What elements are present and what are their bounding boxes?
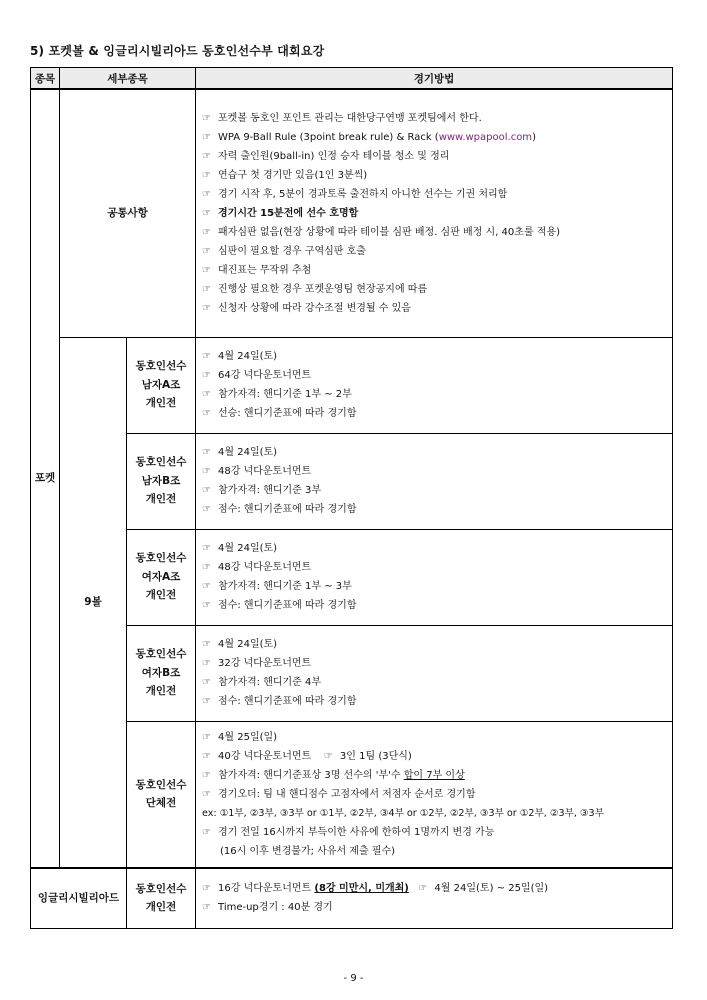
pointing-hand-icon: ☞ <box>202 283 211 295</box>
event-details: ☞ 4월 24일(토) ☞ 64강 넉다운토너먼트 ☞ 참가자격: 핸디기준 1부 ~ 2부 ☞ 선승: 핸디기준표에 따라 경기함 <box>196 337 673 433</box>
pointing-hand-icon: ☞ <box>202 543 211 554</box>
pointing-hand-icon: ☞ <box>202 658 211 669</box>
pointing-hand-icon: ☞ <box>418 883 428 895</box>
pointing-hand-icon: ☞ <box>202 466 211 477</box>
common-rules <box>196 89 673 337</box>
pointing-hand-icon: ☞ <box>202 883 211 895</box>
event-details: ☞ 4월 24일(토) ☞ 32강 넉다운토너먼트 ☞ 참가자격: 핸디기준 4부 ☞ 점수: 핸디기준표에 따라 경기함 <box>196 625 673 721</box>
pointing-hand-icon: ☞ <box>202 769 211 781</box>
pointing-hand-icon: ☞ <box>202 600 211 611</box>
event-details: ☞ 4월 24일(토) ☞ 48강 넉다운토너먼트 ☞ 참가자격: 핸디기준 1부 ~ 3부 ☞ 점수: 핸디기준표에 따라 경기함 <box>196 529 673 625</box>
event-name: 동호인선수 개인전 <box>127 868 196 928</box>
english-label: 잉글리시빌리아드 <box>31 868 127 928</box>
common-rule-5: ☞ 경기 시작 후, 5분이 경과토록 출전하지 아니한 선수는 기권 처리함 <box>202 185 666 204</box>
team-details: ☞ 4월 25일(일) ☞ 40강 넉다운토너먼트 ☞ 3인 1팀 (3단식) ☞ 참가자격: 핸디기준표상 3명 선수의 '부'수 합이 7부 이상 ☞ 경기오더: 팀 내 핸디점수 고점자에서 저점자 순서로 경기함 ex: ①1부, ②3부, ③3부 or ①1부, ②2부, ③4부 or ①2부, ②2부, ③3부 or ①2부, ②3부, ③3부 ☞ 경기 전일 16시까지 부득이한 사유에 한하여 1명까지 변경 가능 (16시 이후 변경불가; 사유서 제출 필수) <box>196 721 673 868</box>
competition-table <box>30 67 673 929</box>
event-row-men-a <box>31 337 673 433</box>
event-name: 동호인선수 남자A조 개인전 <box>127 337 196 433</box>
pointing-hand-icon: ☞ <box>202 131 211 143</box>
pointing-hand-icon: ☞ <box>202 750 211 762</box>
event-row-men-b <box>31 433 673 529</box>
common-label: 공통사항 <box>60 89 196 337</box>
english-row <box>31 868 673 928</box>
common-rule-7: ☞ 패자심판 없음(현장 상황에 따라 테이블 심판 배정. 심판 배정 시, 40초룰 적용) <box>202 223 666 242</box>
pointing-hand-icon: ☞ <box>202 696 211 707</box>
team-example: ex: ①1부, ②3부, ③3부 or ①1부, ②2부, ③4부 or ①2부, ②2부, ③3부 or ①2부, ②3부, ③3부 <box>202 807 604 819</box>
common-rule-11: ☞ 신청자 상황에 따라 강수조절 변경될 수 있음 <box>202 299 666 318</box>
event-name: 동호인선수 단체전 <box>127 721 196 868</box>
team-change-note: (16시 이후 변경불가; 사유서 제출 필수) <box>220 845 396 857</box>
pointing-hand-icon: ☞ <box>202 504 211 515</box>
pointing-hand-icon: ☞ <box>202 788 211 800</box>
common-rule-3: ☞ 자력 출인원(9ball-in) 인정 승자 테이블 청소 및 정리 <box>202 147 666 166</box>
pointing-hand-icon: ☞ <box>202 245 211 257</box>
pointing-hand-icon: ☞ <box>202 112 211 124</box>
pointing-hand-icon: ☞ <box>202 188 211 200</box>
pointing-hand-icon: ☞ <box>202 302 211 314</box>
pointing-hand-icon: ☞ <box>202 731 211 743</box>
event-details: ☞ 4월 24일(토) ☞ 48강 넉다운토너먼트 ☞ 참가자격: 핸디기준 3부 ☞ 점수: 핸디기준표에 따라 경기함 <box>196 433 673 529</box>
event-name: 동호인선수 남자B조 개인전 <box>127 433 196 529</box>
nine-ball-label: 9볼 <box>60 337 127 868</box>
pointing-hand-icon: ☞ <box>202 389 211 400</box>
pointing-hand-icon: ☞ <box>202 408 211 419</box>
pointing-hand-icon: ☞ <box>323 750 333 762</box>
event-row-women-a <box>31 529 673 625</box>
common-rule-4: ☞ 연습구 첫 경기만 있음(1인 3분씩) <box>202 166 666 185</box>
event-row-women-b <box>31 625 673 721</box>
wpa-link[interactable]: www.wpapool.com <box>438 131 533 143</box>
event-name: 동호인선수 여자A조 개인전 <box>127 529 196 625</box>
common-rule-1: ☞ 포켓볼 동호인 포인트 관리는 대한당구연맹 포켓팀에서 한다. <box>202 109 666 128</box>
section-heading: 5) 포켓볼 & 잉글리시빌리아드 동호인선수부 대회요강 <box>30 44 325 58</box>
header-category: 종목 <box>31 68 60 90</box>
pointing-hand-icon: ☞ <box>202 581 211 592</box>
pointing-hand-icon: ☞ <box>202 447 211 458</box>
pointing-hand-icon: ☞ <box>202 485 211 496</box>
event-row-team <box>31 721 673 868</box>
pointing-hand-icon: ☞ <box>202 639 211 650</box>
pointing-hand-icon: ☞ <box>202 169 211 181</box>
event-name: 동호인선수 여자B조 개인전 <box>127 625 196 721</box>
common-rule-8: ☞ 심판이 필요할 경우 구역심판 호출 <box>202 242 666 261</box>
pointing-hand-icon: ☞ <box>202 207 211 219</box>
common-rule-9: ☞ 대진표는 무작위 추첨 <box>202 261 666 280</box>
pointing-hand-icon: ☞ <box>202 150 211 162</box>
common-row <box>31 89 673 337</box>
pointing-hand-icon: ☞ <box>202 826 211 838</box>
pointing-hand-icon: ☞ <box>202 370 211 381</box>
page-number: - 9 - <box>343 973 364 984</box>
pointing-hand-icon: ☞ <box>202 351 211 362</box>
pointing-hand-icon: ☞ <box>202 264 211 276</box>
pointing-hand-icon: ☞ <box>202 562 211 573</box>
common-rule-10: ☞ 진행상 필요한 경우 포켓운영팀 현장공지에 따름 <box>202 280 666 299</box>
header-row <box>31 68 673 90</box>
header-method: 경기방법 <box>196 68 673 90</box>
pocket-label: 포켓 <box>31 89 60 868</box>
pointing-hand-icon: ☞ <box>202 902 211 914</box>
pointing-hand-icon: ☞ <box>202 226 211 238</box>
pointing-hand-icon: ☞ <box>202 677 211 688</box>
common-rule-2: ☞ WPA 9-Ball Rule (3point break rule) & Rack (www.wpapool.com) <box>202 128 666 147</box>
english-details: ☞ 16강 넉다운토너먼트 (8강 미만시, 미개최) ☞ 4월 24일(토) ~ 25일(일) ☞ Time-up경기 : 40분 경기 <box>196 868 673 928</box>
header-subcategory: 세부종목 <box>60 68 196 90</box>
common-rule-6: ☞ 경기시간 15분전에 선수 호명함 <box>202 204 666 223</box>
